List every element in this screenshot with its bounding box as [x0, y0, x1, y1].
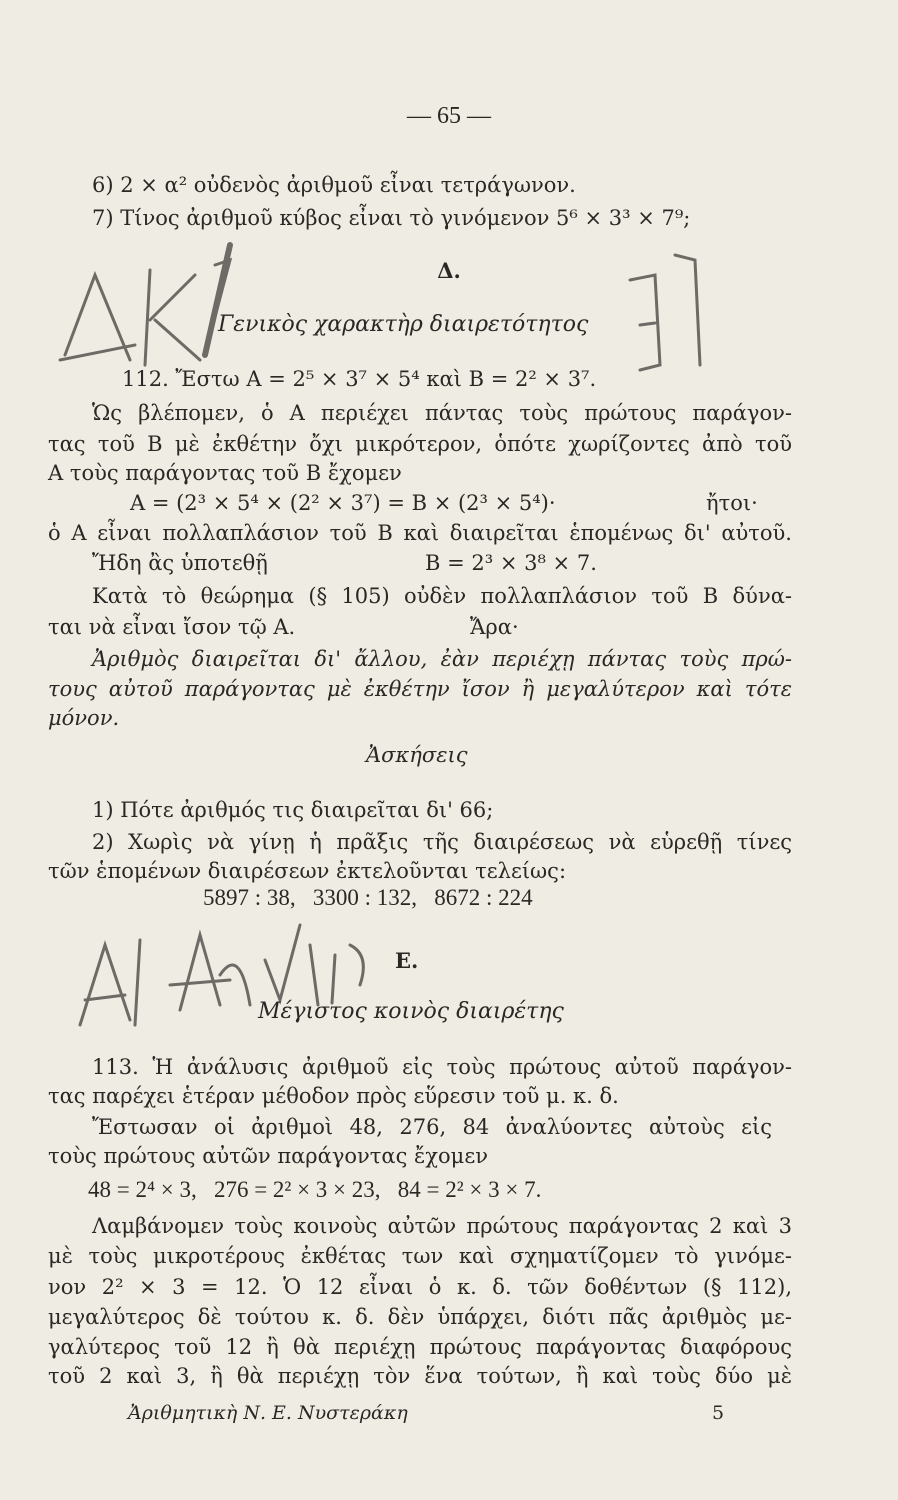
- para-113-line-7: νον 2² × 3 = 12. Ὁ 12 εἶναι ὁ κ. δ. τῶν δοθέντων (§ 112),: [48, 1275, 792, 1299]
- exercise-6: 6) 2 × α² οὐδενὸς ἀριθμοῦ εἶναι τετράγωνον.: [92, 173, 576, 197]
- para-113-line-2: τας παρέχει ἑτέραν μέθοδον πρὸς εὕρεσιν τοῦ μ. κ. δ.: [48, 1084, 619, 1108]
- exercise-7: 7) Τίνος ἀριθμοῦ κύβος εἶναι τὸ γινόμενον 5⁶ × 3³ × 7⁹;: [92, 206, 691, 230]
- factorization-formula: 48 = 2⁴ × 3, 276 = 2² × 3 × 23, 84 = 2² × 3 × 7.: [88, 1177, 542, 1202]
- para-113-line-5: Λαμβάνομεν τοὺς κοινοὺς αὐτῶν πρώτους παράγοντας 2 καὶ 3: [92, 1214, 792, 1238]
- word-ara: Ἄρα·: [470, 615, 519, 639]
- para-113-line-4: τοὺς πρώτους αὐτῶν παράγοντας ἔχομεν: [48, 1144, 488, 1168]
- para-113-line-10: τοῦ 2 καὶ 3, ἢ θὰ περιέχῃ τὸν ἕνα τούτων, ἢ καὶ τοὺς δύο μὲ: [48, 1364, 792, 1388]
- para-112-line-4: A τοὺς παράγοντας τοῦ B ἔχομεν: [48, 461, 402, 485]
- formula-a-decomposition: A = (2³ × 5⁴ × (2² × 3⁷) = B × (2³ × 5⁴)·: [130, 491, 556, 515]
- para-112-line-1: 112. Ἔστω A = 2⁵ × 3⁷ × 5⁴ καὶ B = 2² × 3⁷.: [122, 367, 597, 391]
- para-112-line-6: ὁ A εἶναι πολλαπλάσιον τοῦ B καὶ διαιρεῖται ἑπομένως δι' αὐτοῦ.: [48, 521, 792, 545]
- para-113-line-9: γαλύτερος τοῦ 12 ἢ θὰ περιέχῃ πρώτους παράγοντας διαφόρους: [48, 1335, 792, 1359]
- footer-book-title: Ἀριθμητικὴ Ν. Ε. Νυστεράκη: [128, 1402, 408, 1424]
- division-list: 5897 : 38, 3300 : 132, 8672 : 224: [203, 885, 533, 910]
- page-number: — 65 —: [407, 103, 491, 129]
- para-113-line-8: μεγαλύτερος δὲ τούτου κ. δ. δὲν ὑπάρχει, διότι πᾶς ἀριθμὸς με-: [48, 1305, 792, 1329]
- exercises-heading: Ἀσκήσεις: [366, 743, 468, 767]
- para-113-line-6: μὲ τοὺς μικροτέρους ἐκθέτας των καὶ σχηματίζομεν τὸ γινόμε-: [48, 1244, 792, 1268]
- para-113-line-3: Ἔστωσαν οἱ ἀριθμοὶ 48, 276, 84 ἀναλύοντες αὐτοὺς εἰς: [92, 1115, 772, 1139]
- rule-line-3: μόνον.: [48, 706, 120, 730]
- footer-sheet-number: 5: [712, 1402, 725, 1424]
- section-e-title: Μέγιστος κοινὸς διαιρέτης: [258, 999, 564, 1024]
- para-112-line-8: Κατὰ τὸ θεώρημα (§ 105) οὐδὲν πολλαπλάσιον τοῦ B δύνα-: [92, 584, 792, 608]
- rule-line-1: Ἀριθμὸς διαιρεῖται δι' ἄλλου, ἐὰν περιέχῃ πάντας τοὺς πρώ-: [92, 647, 792, 671]
- para-112-line-9: ται νὰ εἶναι ἴσον τῷ A.: [48, 615, 296, 639]
- formula-b: B = 2³ × 3⁸ × 7.: [425, 551, 597, 575]
- para-113-line-1: 113. Ἡ ἀνάλυσις ἀριθμοῦ εἰς τοὺς πρώτους αὐτοῦ παράγον-: [92, 1055, 792, 1079]
- para-112-line-2: Ὡς βλέπομεν, ὁ A περιέχει πάντας τοὺς πρώτους παράγον-: [92, 401, 792, 425]
- section-d-letter: Δ.: [437, 258, 461, 283]
- para-112-line-7: Ἤδη ἂς ὑποτεθῇ: [92, 551, 268, 575]
- exercise-1: 1) Πότε ἀριθμός τις διαιρεῖται δι' 66;: [92, 798, 494, 822]
- section-e-letter: Ε.: [395, 948, 419, 973]
- rule-line-2: τους αὐτοῦ παράγοντας μὲ ἐκθέτην ἴσον ἢ μεγαλύτερον καὶ τότε: [48, 677, 792, 701]
- para-112-line-3: τας τοῦ B μὲ ἐκθέτην ὄχι μικρότερον, ὁπότε χωρίζοντες ἀπὸ τοῦ: [48, 432, 792, 456]
- exercise-2-line-2: τῶν ἑπομένων διαιρέσεων ἐκτελοῦνται τελείως:: [48, 859, 567, 883]
- section-d-title: Γενικὸς χαρακτὴρ διαιρετότητος: [218, 312, 589, 337]
- exercise-2-line-1: 2) Χωρὶς νὰ γίνῃ ἡ πρᾶξις τῆς διαιρέσεως νὰ εὑρεθῇ τίνες: [92, 830, 792, 854]
- word-itoi: ἤτοι·: [706, 491, 758, 515]
